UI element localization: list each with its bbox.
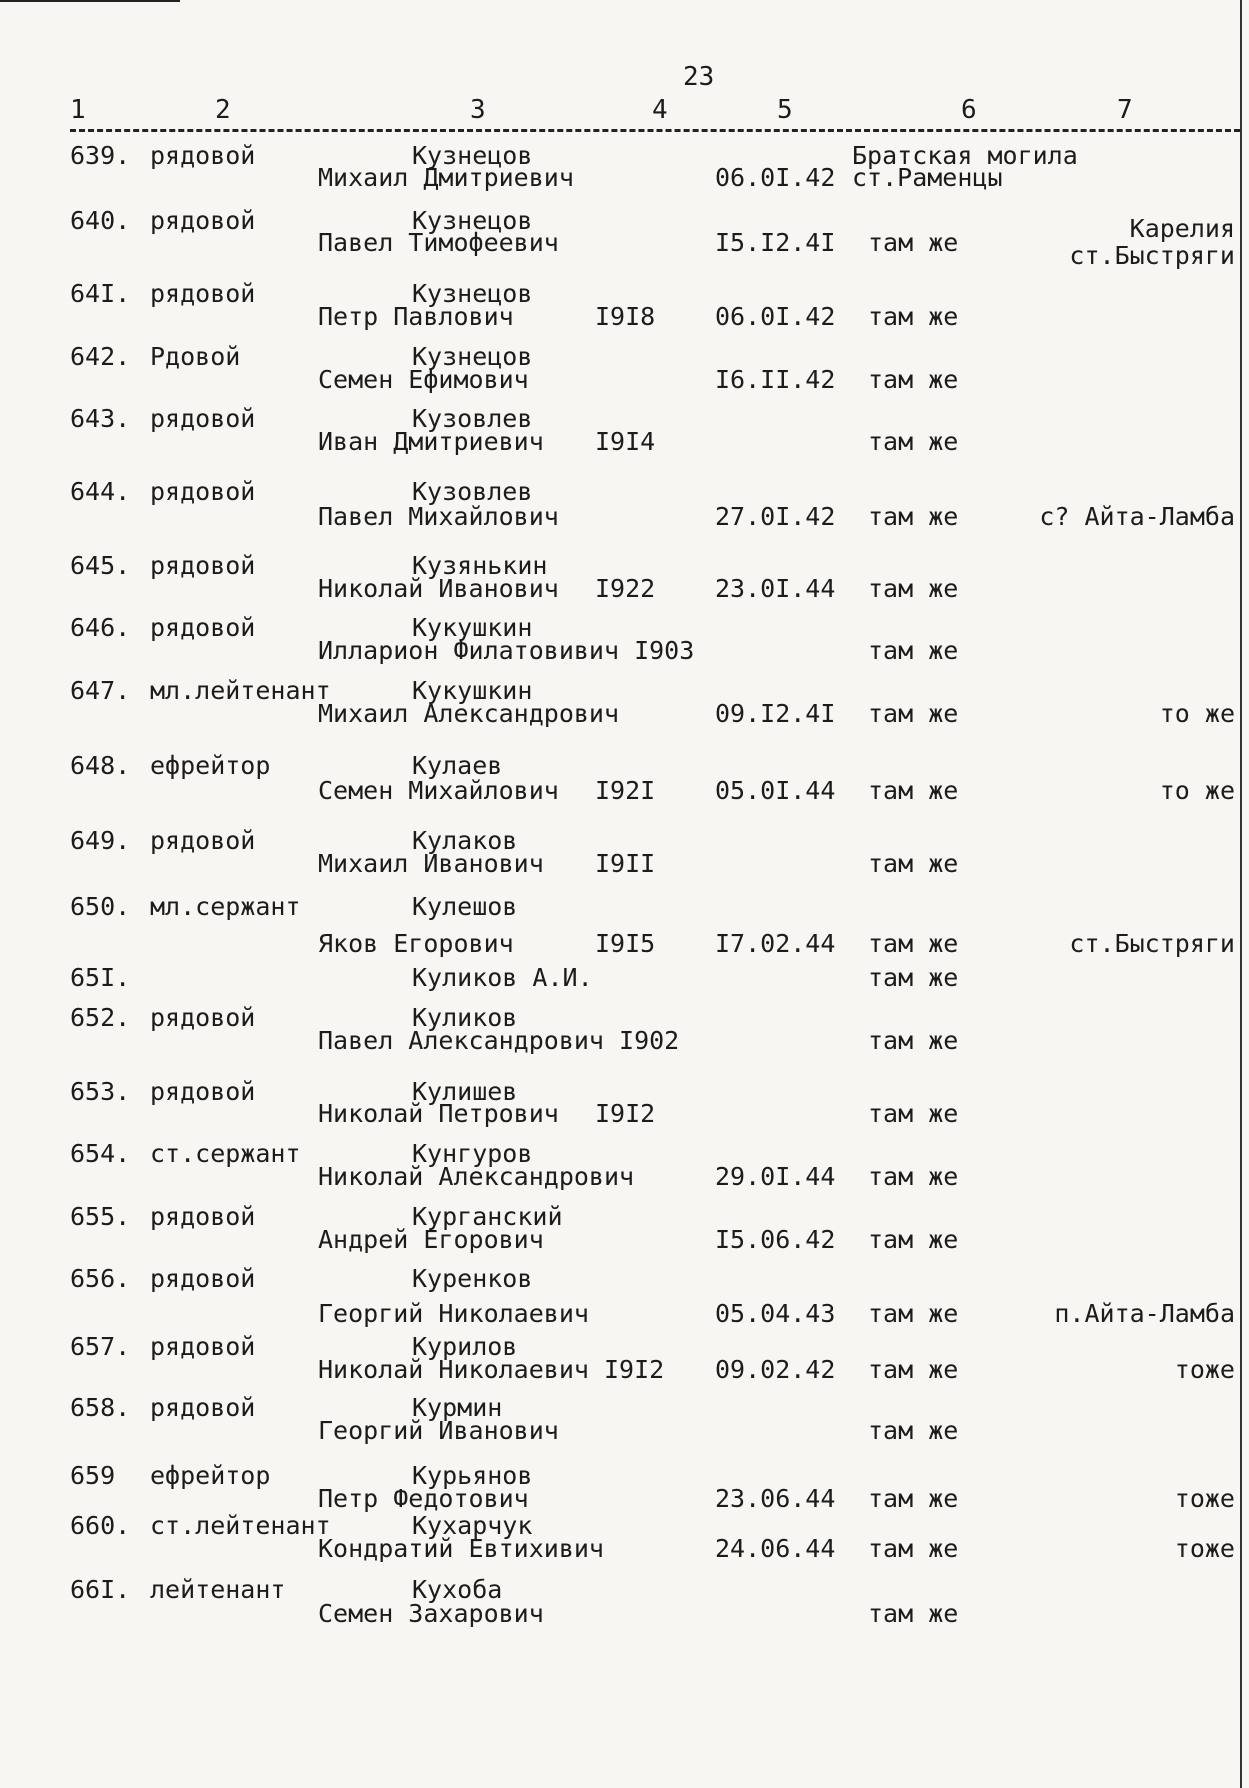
record-death-date: 09.I2.4I bbox=[715, 699, 836, 728]
column-header-row bbox=[70, 95, 1240, 132]
record-burial-place: там же bbox=[868, 636, 959, 665]
record-number: 649. bbox=[70, 826, 131, 855]
record-death-date: 05.04.43 bbox=[715, 1299, 836, 1328]
record-surname: Кузнецов bbox=[412, 141, 533, 170]
record-number: 658. bbox=[70, 1393, 131, 1422]
record-given-name: Петр Федотович bbox=[318, 1484, 529, 1513]
record-number: 660. bbox=[70, 1511, 131, 1540]
record-birth-year: I9I5 bbox=[595, 929, 656, 958]
record-number: 646. bbox=[70, 613, 131, 642]
record-burial-place: там же bbox=[868, 574, 959, 603]
record-surname: Кулаков bbox=[412, 826, 518, 855]
record-birth-year: I922 bbox=[595, 574, 656, 603]
record-death-date: 05.0I.44 bbox=[715, 776, 836, 805]
record-surname: Курмин bbox=[412, 1393, 503, 1422]
record-burial-place: там же bbox=[868, 302, 959, 331]
record-burial-place: ст.Раменцы bbox=[852, 163, 1003, 192]
record-surname: Кулишев bbox=[412, 1077, 518, 1106]
column-header-1: 1 bbox=[70, 95, 86, 125]
record-rank: рядовой bbox=[150, 1003, 256, 1032]
record-burial-place: там же bbox=[868, 1162, 959, 1191]
record-death-date: 27.0I.42 bbox=[715, 502, 836, 531]
record-rank: лейтенант bbox=[150, 1575, 286, 1604]
record-rank: рядовой bbox=[150, 826, 256, 855]
record-given-name: Кондратий Евтихивич bbox=[318, 1534, 604, 1563]
record-note: Карелия bbox=[1129, 214, 1235, 243]
record-number: 65I. bbox=[70, 963, 131, 992]
record-surname: Кулаев bbox=[412, 751, 503, 780]
record-burial-place: там же bbox=[868, 365, 959, 394]
record-surname: Кукушкин bbox=[412, 676, 533, 705]
record-number: 653. bbox=[70, 1077, 131, 1106]
record-surname: Кулешов bbox=[412, 892, 518, 921]
record-death-date: 24.06.44 bbox=[715, 1534, 836, 1563]
record-number: 650. bbox=[70, 892, 131, 921]
record-surname: Куликов А.И. bbox=[412, 963, 593, 992]
record-given-name: Павел Александрович I902 bbox=[318, 1026, 680, 1055]
record-birth-year: I9II bbox=[595, 849, 656, 878]
record-number: 652. bbox=[70, 1003, 131, 1032]
column-header-7: 7 bbox=[1117, 95, 1133, 125]
record-birth-year: I9I4 bbox=[595, 427, 656, 456]
record-number: 655. bbox=[70, 1202, 131, 1231]
record-death-date: I5.I2.4I bbox=[715, 228, 836, 257]
top-rule bbox=[0, 0, 180, 2]
column-header-3: 3 bbox=[470, 95, 486, 125]
record-surname: Кузнецов bbox=[412, 206, 533, 235]
record-death-date: 09.02.42 bbox=[715, 1355, 836, 1384]
record-number: 657. bbox=[70, 1332, 131, 1361]
record-rank: ст.сержант bbox=[150, 1139, 301, 1168]
record-number: 64I. bbox=[70, 279, 131, 308]
record-number: 648. bbox=[70, 751, 131, 780]
record-given-name: Николай Николаевич I9I2 bbox=[318, 1355, 665, 1384]
record-burial-place: там же bbox=[868, 776, 959, 805]
record-note: тоже bbox=[1174, 1484, 1235, 1513]
record-number: 659 bbox=[70, 1461, 116, 1490]
record-rank: рядовой bbox=[150, 1077, 256, 1106]
record-burial-place: там же bbox=[868, 963, 959, 992]
record-surname: Куликов bbox=[412, 1003, 518, 1032]
record-rank: рядовой bbox=[150, 551, 256, 580]
record-given-name: Яков Егорович bbox=[318, 929, 514, 958]
record-number: 643. bbox=[70, 404, 131, 433]
record-note-line2: ст.Быстряги bbox=[1069, 241, 1235, 270]
record-number: 656. bbox=[70, 1264, 131, 1293]
record-given-name: Илларион Филатовивич I903 bbox=[318, 636, 695, 665]
record-surname: Курганский bbox=[412, 1202, 563, 1231]
record-rank: рядовой bbox=[150, 1332, 256, 1361]
record-surname: Курилов bbox=[412, 1332, 518, 1361]
column-header-6: 6 bbox=[961, 95, 977, 125]
record-given-name: Семен Ефимович bbox=[318, 365, 529, 394]
record-death-date: 06.0I.42 bbox=[715, 163, 836, 192]
record-rank: рядовой bbox=[150, 141, 256, 170]
record-given-name: Павел Михайлович bbox=[318, 502, 559, 531]
record-given-name: Николай Александрович bbox=[318, 1162, 635, 1191]
record-death-date: 23.06.44 bbox=[715, 1484, 836, 1513]
record-given-name: Георгий Николаевич bbox=[318, 1299, 589, 1328]
record-burial-place: там же bbox=[868, 502, 959, 531]
record-rank: Рдовой bbox=[150, 342, 241, 371]
record-given-name: Михаил Иванович bbox=[318, 849, 544, 878]
record-given-name: Петр Павлович bbox=[318, 302, 514, 331]
record-rank: рядовой bbox=[150, 1393, 256, 1422]
record-given-name: Семен Захарович bbox=[318, 1599, 544, 1628]
record-number: 640. bbox=[70, 206, 131, 235]
record-given-name: Георгий Иванович bbox=[318, 1416, 559, 1445]
record-rank: рядовой bbox=[150, 1264, 256, 1293]
record-number: 644. bbox=[70, 477, 131, 506]
record-death-date: I7.02.44 bbox=[715, 929, 836, 958]
record-note: то же bbox=[1159, 699, 1235, 728]
column-header-4: 4 bbox=[652, 95, 668, 125]
record-note: с? Айта-Ламба bbox=[1039, 502, 1235, 531]
record-burial-place: там же bbox=[868, 849, 959, 878]
record-birth-year: I9I2 bbox=[595, 1099, 656, 1128]
record-surname: Кухарчук bbox=[412, 1511, 533, 1540]
record-surname: Курьянов bbox=[412, 1461, 533, 1490]
record-burial-place: там же bbox=[868, 1299, 959, 1328]
record-number: 66I. bbox=[70, 1575, 131, 1604]
record-surname: Кухоба bbox=[412, 1575, 503, 1604]
page-number: 23 bbox=[683, 62, 715, 92]
record-rank: рядовой bbox=[150, 613, 256, 642]
record-rank: ефрейтор bbox=[150, 751, 271, 780]
record-number: 647. bbox=[70, 676, 131, 705]
record-surname: Кукушкин bbox=[412, 613, 533, 642]
record-given-name: Семен Михайлович bbox=[318, 776, 559, 805]
record-burial-place: там же bbox=[868, 1355, 959, 1384]
record-number: 654. bbox=[70, 1139, 131, 1168]
record-surname: Кузовлев bbox=[412, 477, 533, 506]
record-death-date: I5.06.42 bbox=[715, 1225, 836, 1254]
record-burial-place: там же bbox=[868, 1225, 959, 1254]
record-burial-place: там же bbox=[868, 1026, 959, 1055]
record-death-date: 29.0I.44 bbox=[715, 1162, 836, 1191]
record-burial-place: там же bbox=[868, 1099, 959, 1128]
column-header-2: 2 bbox=[215, 95, 231, 125]
column-header-5: 5 bbox=[777, 95, 793, 125]
record-number: 642. bbox=[70, 342, 131, 371]
record-note: п.Айта-Ламба bbox=[1054, 1299, 1235, 1328]
record-given-name: Андрей Егорович bbox=[318, 1225, 544, 1254]
record-burial-place: там же bbox=[868, 1534, 959, 1563]
record-burial-place: там же bbox=[868, 228, 959, 257]
record-rank: ефрейтор bbox=[150, 1461, 271, 1490]
record-note: тоже bbox=[1174, 1355, 1235, 1384]
record-surname: Кузнецов bbox=[412, 279, 533, 308]
record-birth-year: I9I8 bbox=[595, 302, 656, 331]
record-rank: рядовой bbox=[150, 404, 256, 433]
record-given-name: Иван Дмитриевич bbox=[318, 427, 544, 456]
record-birth-year: I92I bbox=[595, 776, 656, 805]
record-surname: Кузовлев bbox=[412, 404, 533, 433]
record-burial-place: там же bbox=[868, 699, 959, 728]
record-given-name: Павел Тимофеевич bbox=[318, 228, 559, 257]
record-number: 639. bbox=[70, 141, 131, 170]
record-burial-place: там же bbox=[868, 1416, 959, 1445]
record-death-date: 06.0I.42 bbox=[715, 302, 836, 331]
record-given-name: Михаил Александрович bbox=[318, 699, 620, 728]
record-number: 645. bbox=[70, 551, 131, 580]
record-surname: Кунгуров bbox=[412, 1139, 533, 1168]
record-rank: рядовой bbox=[150, 279, 256, 308]
record-surname: Кузнецов bbox=[412, 342, 533, 371]
record-given-name: Николай Петрович bbox=[318, 1099, 559, 1128]
right-margin-line bbox=[1240, 0, 1242, 1788]
record-rank: ст.лейтенант bbox=[150, 1511, 331, 1540]
record-surname: Кузянькин bbox=[412, 551, 548, 580]
record-rank: мл.лейтенант bbox=[150, 676, 331, 705]
record-given-name: Николай Иванович bbox=[318, 574, 559, 603]
record-rank: рядовой bbox=[150, 1202, 256, 1231]
record-burial-header: Братская могила bbox=[852, 141, 1078, 170]
record-burial-place: там же bbox=[868, 929, 959, 958]
record-rank: рядовой bbox=[150, 206, 256, 235]
record-burial-place: там же bbox=[868, 1484, 959, 1513]
record-death-date: I6.II.42 bbox=[715, 365, 836, 394]
record-note: тоже bbox=[1174, 1534, 1235, 1563]
record-burial-place: там же bbox=[868, 1599, 959, 1628]
record-surname: Куренков bbox=[412, 1264, 533, 1293]
record-note: то же bbox=[1159, 776, 1235, 805]
record-death-date: 23.0I.44 bbox=[715, 574, 836, 603]
record-burial-place: там же bbox=[868, 427, 959, 456]
record-given-name: Михаил Дмитриевич bbox=[318, 163, 574, 192]
record-rank: рядовой bbox=[150, 477, 256, 506]
record-note: ст.Быстряги bbox=[1069, 929, 1235, 958]
record-rank: мл.сержант bbox=[150, 892, 301, 921]
